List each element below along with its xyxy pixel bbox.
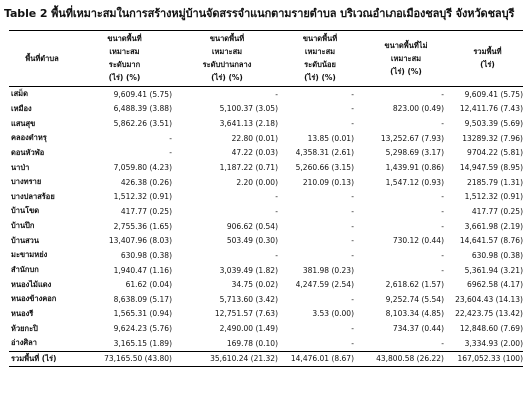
cell-high: 7,059.80 (4.23) xyxy=(113,163,172,173)
cell-moderate: - xyxy=(275,206,278,216)
cell-unsuitable: 1,547.12 (0.93) xyxy=(385,177,444,187)
cell-low: - xyxy=(351,119,354,129)
cell-low: 5,260.66 (3.15) xyxy=(295,163,354,173)
cell-low: - xyxy=(351,104,354,114)
table-row xyxy=(9,307,523,322)
cell-low: - xyxy=(351,250,354,260)
table-row xyxy=(9,87,523,102)
cell-subdistrict: บางทราย xyxy=(11,177,42,187)
cell-low: - xyxy=(351,338,354,348)
cell-unsuitable: 5,298.69 (3.17) xyxy=(385,148,444,158)
cell-moderate: 5,100.37 (3.05) xyxy=(219,104,278,114)
table-row xyxy=(9,116,523,131)
cell-low: 210.09 (0.13) xyxy=(302,177,354,187)
cell-high: 9,624.23 (5.76) xyxy=(113,324,172,334)
cell-high: 426.38 (0.26) xyxy=(120,177,172,187)
cell-low: - xyxy=(351,192,354,202)
cell-total: 417.77 (0.25) xyxy=(471,206,523,216)
cell-subdistrict: มะขามหย่ง xyxy=(11,250,48,260)
column-header-total-area: รวมพื้นที่ (ไร่) xyxy=(452,31,523,87)
table-row xyxy=(9,336,523,351)
cell-subdistrict: สำนักบก xyxy=(11,265,39,274)
cell-subdistrict: เหมือง xyxy=(11,103,32,113)
table-row xyxy=(9,160,523,175)
table-row xyxy=(9,321,523,336)
cell-unsuitable: 1,439.91 (0.86) xyxy=(385,163,444,173)
cell-high: - xyxy=(169,148,172,158)
cell-total: 9,609.41 (5.75) xyxy=(464,89,523,99)
cell-unsuitable: 9,252.74 (5.54) xyxy=(385,294,444,304)
table-row xyxy=(9,233,523,248)
cell-high: 1,565.31 (0.94) xyxy=(113,309,172,319)
cell-subdistrict: ห้วยกะปิ xyxy=(11,323,38,333)
cell-high: 13,407.96 (8.03) xyxy=(108,236,172,246)
cell-total: 3,334.93 (2.00) xyxy=(464,338,523,348)
cell-moderate: 2,490.00 (1.49) xyxy=(219,324,278,334)
cell-unsuitable: 2,618.62 (1.57) xyxy=(385,280,444,290)
cell-subdistrict: บ้านโขด xyxy=(11,206,40,216)
cell-unsuitable: - xyxy=(441,221,444,231)
cell-subdistrict: บ้านปึก xyxy=(11,221,35,231)
header-row xyxy=(9,31,523,87)
cell-moderate: 503.49 (0.30) xyxy=(226,236,278,246)
cell-high: 1,940.47 (1.16) xyxy=(113,265,172,275)
cell-total: 5,361.94 (3.21) xyxy=(464,265,523,275)
table-row xyxy=(9,277,523,292)
cell-subdistrict: บางปลาสร้อย xyxy=(11,191,55,201)
cell-unsuitable: - xyxy=(441,89,444,99)
cell-moderate: 3,641.13 (2.18) xyxy=(219,119,278,129)
cell-high: 1,512.32 (0.91) xyxy=(113,192,172,202)
cell-total: 1,512.32 (0.91) xyxy=(464,192,523,202)
cell-total: 3,661.98 (2.19) xyxy=(464,221,523,231)
cell-high: 8,638.09 (5.17) xyxy=(113,294,172,304)
cell-high: 61.62 (0.04) xyxy=(125,280,172,290)
cell-total: 12,848.60 (7.69) xyxy=(459,324,523,334)
cell-unsuitable: 823.00 (0.49) xyxy=(392,104,444,114)
cell-moderate: 47.22 (0.03) xyxy=(231,148,278,158)
cell-high: - xyxy=(169,133,172,143)
cell-total: 14,947.59 (8.95) xyxy=(459,163,523,173)
cell-unsuitable: 13,252.67 (7.93) xyxy=(380,133,444,143)
cell-moderate: 3,039.49 (1.82) xyxy=(219,265,278,275)
cell-low: - xyxy=(351,221,354,231)
cell-high: 3,165.15 (1.89) xyxy=(113,338,172,348)
cell-moderate: 2.20 (0.00) xyxy=(236,177,278,187)
cell-total-label: รวมพื้นที่ (ไร่) xyxy=(9,351,75,367)
cell-moderate: 5,713.60 (3.42) xyxy=(219,294,278,304)
cell-total: 6962.58 (4.17) xyxy=(467,280,523,290)
table-row xyxy=(9,131,523,146)
table-row xyxy=(9,102,523,117)
table-row xyxy=(9,263,523,278)
cell-moderate: 12,751.57 (7.63) xyxy=(214,309,278,319)
cell-high: 2,755.36 (1.65) xyxy=(113,221,172,231)
cell-subdistrict: นาป่า xyxy=(11,162,30,172)
cell-high: 9,609.41 (5.75) xyxy=(113,89,172,99)
cell-low: 3.53 (0.00) xyxy=(312,309,354,319)
cell-unsuitable: - xyxy=(441,265,444,275)
table-row xyxy=(9,146,523,161)
cell-low: - xyxy=(351,89,354,99)
cell-unsuitable: - xyxy=(441,119,444,129)
cell-total-low: 14,476.01 (8.67) xyxy=(280,351,360,367)
cell-moderate: - xyxy=(275,250,278,260)
table-row xyxy=(9,292,523,307)
cell-low: - xyxy=(351,236,354,246)
table-body xyxy=(9,87,523,367)
cell-total: 9,503.39 (5.69) xyxy=(464,119,523,129)
cell-total: 14,641.57 (8.76) xyxy=(459,236,523,246)
cell-subdistrict: อ่างศิลา xyxy=(11,338,37,348)
cell-unsuitable: 734.37 (0.44) xyxy=(392,324,444,334)
cell-unsuitable: 8,103.34 (4.85) xyxy=(385,309,444,319)
column-header-subdistrict: พื้นที่ตำบล xyxy=(9,31,75,87)
table-row xyxy=(9,189,523,204)
cell-high: 630.98 (0.38) xyxy=(120,250,172,260)
cell-moderate: - xyxy=(275,89,278,99)
table-row xyxy=(9,248,523,263)
cell-moderate: 34.75 (0.02) xyxy=(231,280,278,290)
cell-total: 9704.22 (5.81) xyxy=(467,148,523,158)
cell-subdistrict: หนองไม้แดง xyxy=(11,279,52,289)
cell-subdistrict: แสนสุข xyxy=(11,118,36,128)
cell-subdistrict: หนองรี xyxy=(11,308,34,318)
cell-subdistrict: คลองตำหรุ xyxy=(11,133,47,143)
cell-unsuitable: - xyxy=(441,206,444,216)
cell-moderate: 906.62 (0.54) xyxy=(226,221,278,231)
cell-total: 23,604.43 (14.13) xyxy=(455,294,523,304)
table-title: Table 2 พื้นที่เหมาะสมในการสร้างหมู่บ้านจัดสรรจำแนกตามรายตำบล บริเวณอำเภอเมืองชลบุรี จังหวัดชลบุรี xyxy=(4,7,515,20)
cell-low: - xyxy=(351,324,354,334)
cell-low: 4,247.59 (2.54) xyxy=(295,280,354,290)
column-header-moderate-suitability: ขนาดพื้นที่ เหมาะสม ระดับปานกลาง (ไร่) (%) xyxy=(174,31,280,87)
cell-moderate: 169.78 (0.10) xyxy=(226,338,278,348)
total-row xyxy=(9,351,523,367)
cell-moderate: 1,187.22 (0.71) xyxy=(219,163,278,173)
cell-moderate: 22.80 (0.01) xyxy=(231,133,278,143)
cell-grand-total: 167,052.33 (100) xyxy=(452,351,523,367)
cell-low: - xyxy=(351,206,354,216)
cell-subdistrict: เสม็ด xyxy=(11,89,28,99)
column-header-high-suitability: ขนาดพื้นที่ เหมาะสม ระดับมาก (ไร่) (%) xyxy=(75,31,174,87)
cell-low: 381.98 (0.23) xyxy=(302,265,354,275)
cell-total: 12,411.76 (7.43) xyxy=(459,104,523,114)
cell-high: 417.77 (0.25) xyxy=(120,206,172,216)
cell-total: 2185.79 (1.31) xyxy=(467,177,523,187)
cell-total: 630.98 (0.38) xyxy=(471,250,523,260)
table-row xyxy=(9,204,523,219)
cell-total-unsuitable: 43,800.58 (26.22) xyxy=(360,351,452,367)
cell-unsuitable: - xyxy=(441,192,444,202)
cell-total-high: 73,165.50 (43.80) xyxy=(75,351,174,367)
column-header-unsuitable: ขนาดพื้นที่ไม่ เหมาะสม (ไร่) (%) xyxy=(360,31,452,87)
cell-unsuitable: - xyxy=(441,250,444,260)
data-table xyxy=(9,30,523,367)
cell-subdistrict: หนองข้างคอก xyxy=(11,294,57,304)
cell-high: 6,488.39 (3.88) xyxy=(113,104,172,114)
cell-subdistrict: ดอนหัวฬ่อ xyxy=(11,147,45,157)
cell-moderate: - xyxy=(275,192,278,202)
cell-total: 13289.32 (7.96) xyxy=(462,133,523,143)
cell-total-moderate: 35,610.24 (21.32) xyxy=(174,351,280,367)
cell-low: - xyxy=(351,294,354,304)
cell-low: 4,358.31 (2.61) xyxy=(295,148,354,158)
cell-high: 5,862.26 (3.51) xyxy=(113,119,172,129)
cell-total: 22,423.75 (13.42) xyxy=(455,309,523,319)
cell-unsuitable: 730.12 (0.44) xyxy=(392,236,444,246)
table-row xyxy=(9,219,523,234)
column-header-low-suitability: ขนาดพื้นที่ เหมาะสม ระดับน้อย (ไร่) (%) xyxy=(280,31,360,87)
cell-unsuitable: - xyxy=(441,338,444,348)
cell-subdistrict: บ้านสวน xyxy=(11,235,40,245)
cell-low: 13.85 (0.01) xyxy=(307,133,354,143)
table-row xyxy=(9,175,523,190)
